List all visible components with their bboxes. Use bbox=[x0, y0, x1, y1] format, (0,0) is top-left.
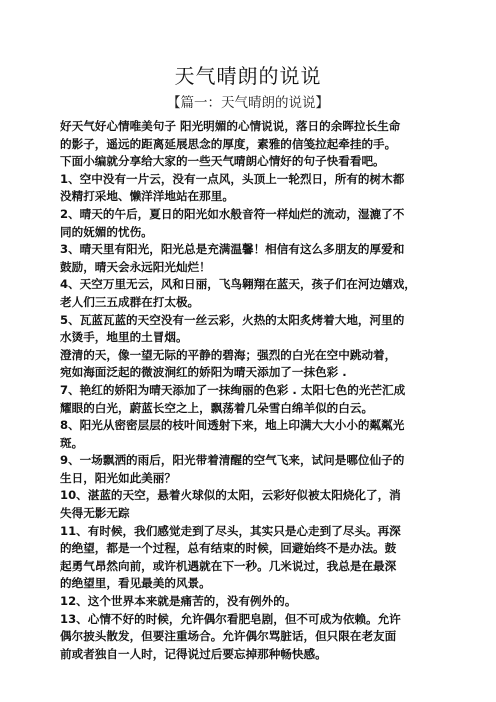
body-line: 失得无影无踪 bbox=[60, 506, 130, 521]
body-line: 3、晴天里有阳光，阳光总是充满温馨！相信有这么多朋友的厚爱和 bbox=[60, 242, 405, 257]
body-line: 11、有时候，我们感觉走到了尽头，其实只是心走到了尽头。再深 bbox=[60, 523, 401, 538]
document-subtitle: 【篇一：天气晴朗的说说】 bbox=[167, 95, 329, 111]
body-line: 8、阳光从密密层层的枝叶间透射下来，地上印满大大小小的粼粼光 bbox=[60, 418, 405, 433]
body-line: 宛如海面泛起的微波涧红的娇阳为晴天添加了一抹色彩 . bbox=[60, 365, 347, 380]
body-line: 13、心情不好的时候，允许偶尔看肥皂剧，但不可成为依赖。允许 bbox=[60, 611, 401, 626]
body-line: 老人们三五成群在打太极。 bbox=[60, 294, 200, 309]
body-line: 1、空中没有一片云，没有一点风，头顶上一轮烈日，所有的树木都 bbox=[60, 171, 405, 186]
body-line: 耀眼的白光，蔚蓝长空之上，飘荡着几朵雪白绵羊似的白云。 bbox=[60, 400, 374, 415]
body-line: 起勇气昂然向前，或许机遇就在下一秒。几米说过，我总是在最深 bbox=[60, 558, 397, 573]
document-title: 天气晴朗的说说 bbox=[174, 64, 322, 88]
body-line: 的绝望，都是一个过程，总有结束的时候，回避始终不是办法。鼓 bbox=[60, 541, 397, 556]
body-line: 7、艳红的娇阳为晴天添加了一抹绚丽的色彩 . 太阳七色的光芒汇成 bbox=[60, 382, 406, 397]
body-line: 同的妩媚的忧伤。 bbox=[60, 224, 153, 239]
body-line: 的影子，遥远的距离延展思念的厚度，素雅的信笺拉起牵挂的手。 bbox=[60, 136, 397, 151]
body-line: 澄清的天，像一望无际的平静的碧海；强烈的白光在空中跳动着， bbox=[60, 347, 397, 362]
body-line: 下面小编就分享给大家的一些天气晴朗心情好的句子快看看吧。 bbox=[60, 154, 385, 169]
body-line: 10、湛蓝的天空，悬着火球似的太阳，云彩好似被太阳烧化了，消 bbox=[60, 488, 401, 503]
body-line: 4、天空万里无云，风和日丽，飞鸟翱翔在蓝天，孩子们在河边嬉戏， bbox=[60, 277, 416, 292]
body-line: 没精打采地、懒洋洋地站在那里。 bbox=[60, 189, 234, 204]
body-line: 前或者独自一人时，记得说过后要忘掉那种畅快感。 bbox=[60, 646, 327, 661]
body-line: 水烫手，地里的土冒烟。 bbox=[60, 330, 188, 345]
body-line: 12、这个世界本来就是痛苦的，没有例外的。 bbox=[60, 594, 297, 609]
document-body bbox=[60, 118, 440, 663]
body-line: 斑。 bbox=[60, 435, 84, 450]
body-line: 的绝望里，看见最美的风景。 bbox=[60, 576, 211, 591]
body-line: 偶尔披头散发，但要注重场合。允许偶尔骂脏话，但只限在老友面 bbox=[60, 629, 397, 644]
body-line: 9、一场飘洒的雨后，阳光带着清醒的空气飞来，试问是哪位仙子的 bbox=[60, 453, 405, 468]
body-line: 2、晴天的午后，夏日的阳光如水般音符一样灿烂的流动，湿漉了不 bbox=[60, 206, 405, 221]
body-line: 鼓励，晴天会永远阳光灿烂！ bbox=[60, 259, 211, 274]
body-line: 5、瓦蓝瓦蓝的天空没有一丝云彩，火热的太阳炙烤着大地，河里的 bbox=[60, 312, 405, 327]
body-line: 好天气好心情唯美句子 阳光明媚的心情说说，落日的余晖拉长生命 bbox=[60, 119, 401, 133]
body-line: 生日，阳光如此美丽？ bbox=[60, 470, 176, 485]
